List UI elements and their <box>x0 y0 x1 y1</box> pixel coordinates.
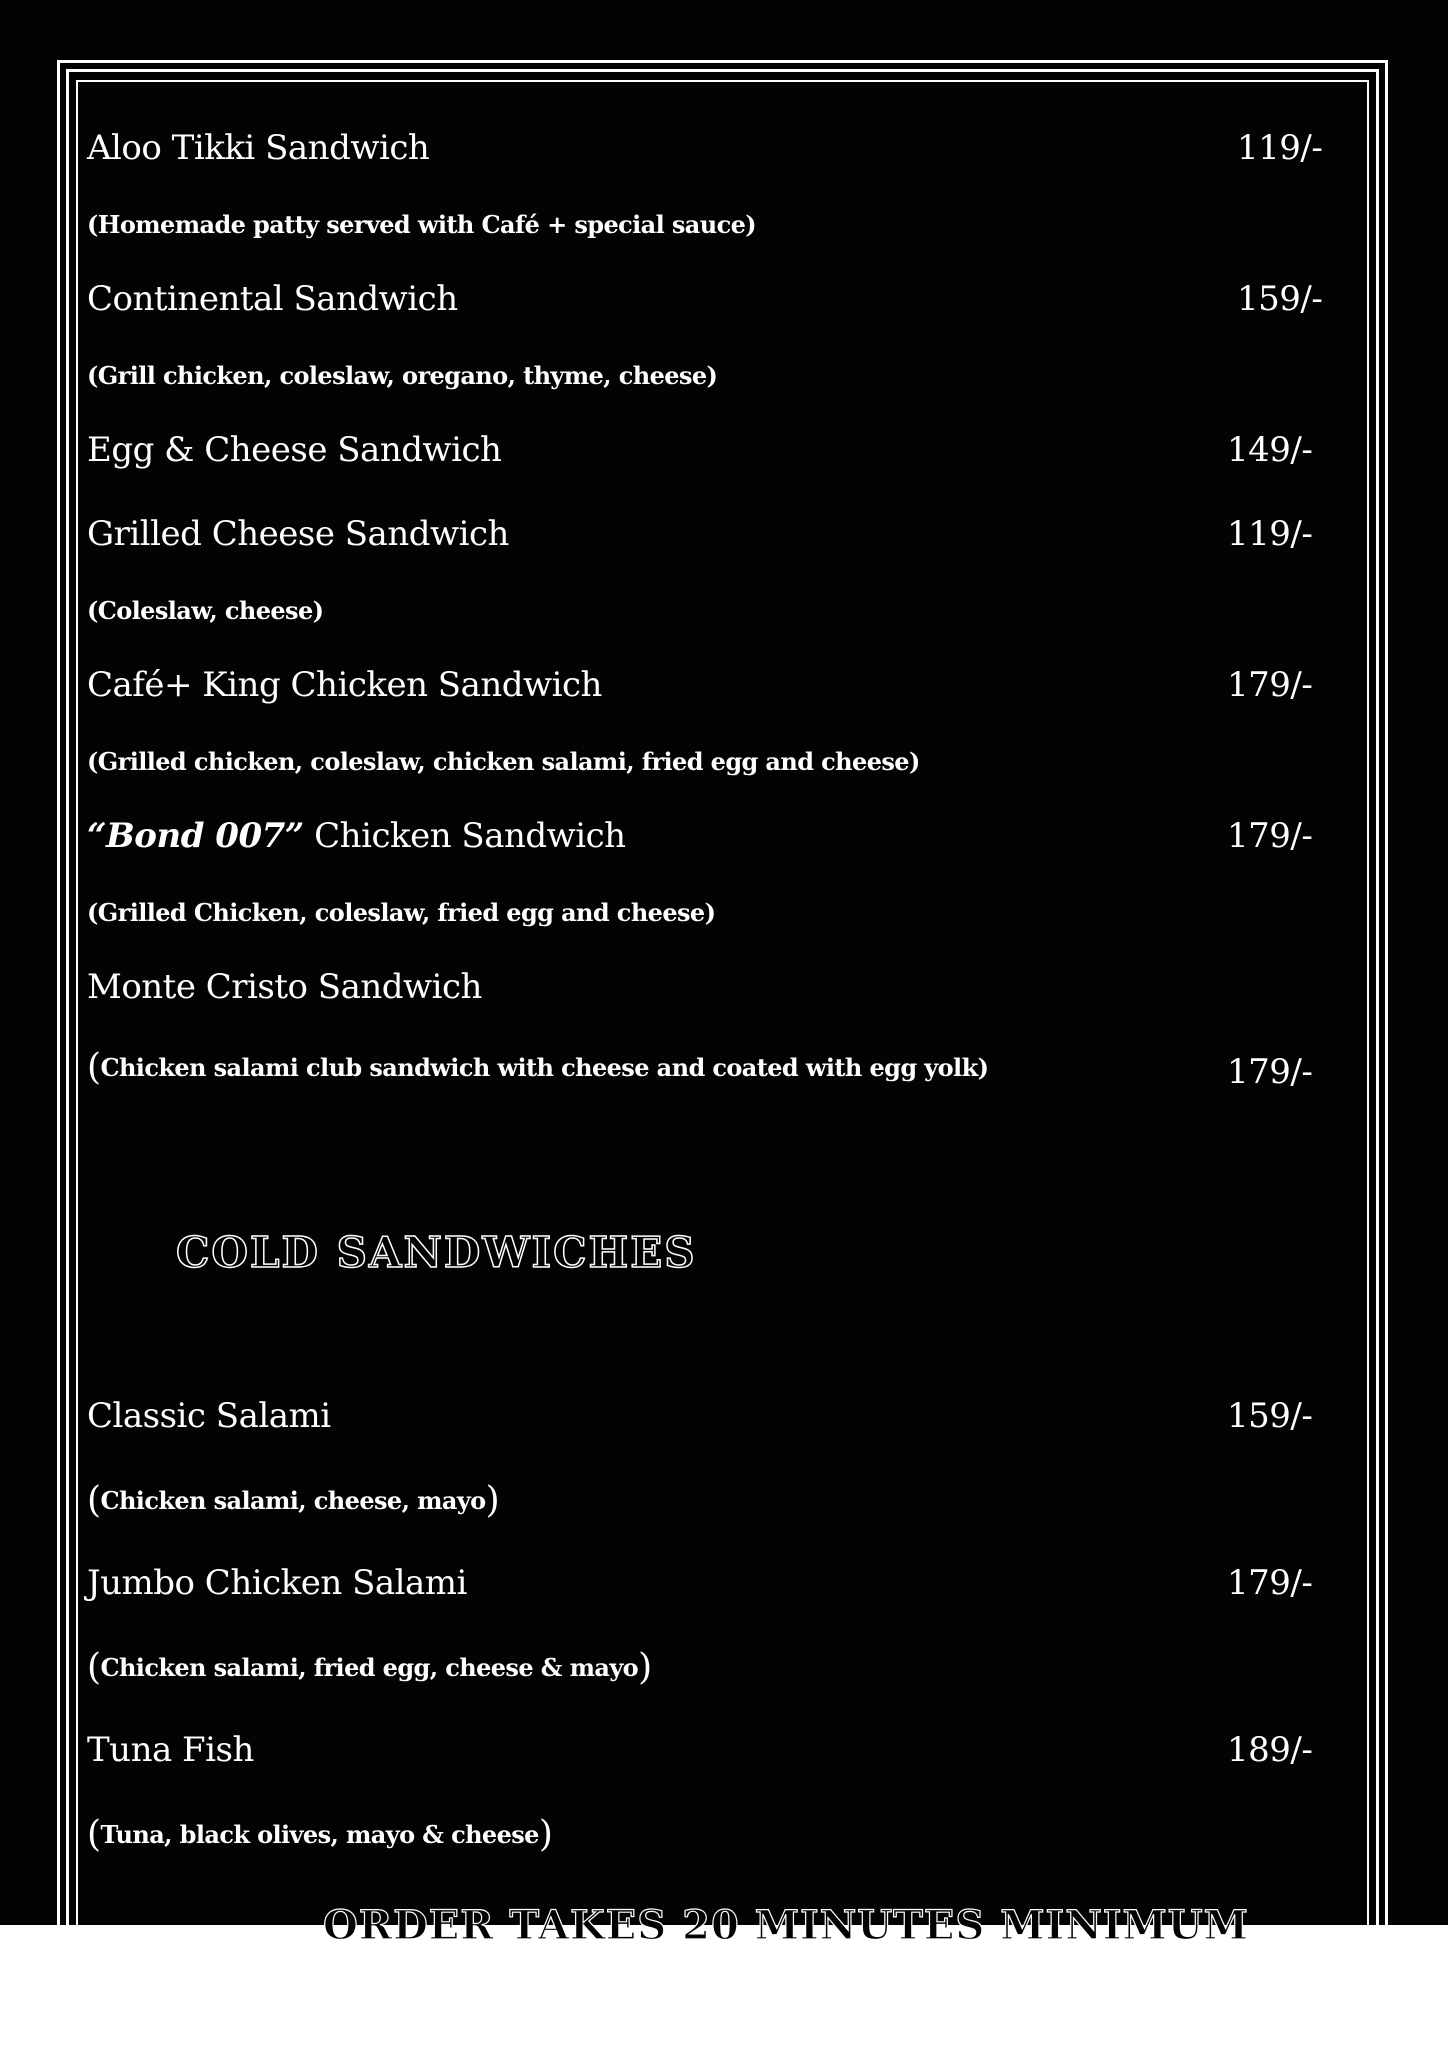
close-paren: ) <box>638 1647 652 1688</box>
menu-item-description: (Grill chicken, coleslaw, oregano, thyme, cheese) <box>87 361 718 390</box>
menu-item-name: Tuna Fish <box>87 1730 254 1770</box>
menu-item-name-emphasis: “Bond 007” <box>87 816 304 856</box>
menu-item-price: 119/- <box>1227 514 1313 554</box>
menu-item-name: Continental Sandwich <box>87 279 458 319</box>
open-paren: ( <box>87 1647 101 1688</box>
menu-item-name: Aloo Tikki Sandwich <box>87 128 430 168</box>
menu-item-name: Egg & Cheese Sandwich <box>87 430 502 470</box>
menu-item-price: 179/- <box>1227 816 1313 856</box>
menu-item-description: (Homemade patty served with Café + special sauce) <box>87 210 757 239</box>
menu-item-price: 149/- <box>1227 430 1313 470</box>
menu-item-name: Jumbo Chicken Salami <box>87 1563 467 1603</box>
menu-item-description: (Coleslaw, cheese) <box>87 596 324 625</box>
description-text: Chicken salami, fried egg, cheese & mayo <box>100 1653 639 1682</box>
menu-item-description <box>87 1480 500 1521</box>
description-text: Chicken salami club sandwich with cheese and coated with egg yolk) <box>100 1053 989 1082</box>
menu-item-price: 159/- <box>1237 279 1323 319</box>
menu-item-description: (Grilled chicken, coleslaw, chicken salami, fried egg and cheese) <box>87 747 920 776</box>
menu-item-price: 179/- <box>1227 1052 1313 1092</box>
menu-item-description <box>87 1647 652 1688</box>
footer-order-time-note: ORDER TAKES 20 MINUTES MINIMUM <box>323 1902 1249 1949</box>
menu-item-description <box>87 1814 553 1855</box>
menu-item-price: 189/- <box>1227 1730 1313 1770</box>
menu-item-description: (Grilled Chicken, coleslaw, fried egg and cheese) <box>87 898 716 927</box>
section-heading-cold-sandwiches: COLD SANDWICHES <box>176 1228 697 1277</box>
menu-item-price: 119/- <box>1237 128 1323 168</box>
open-paren: ( <box>87 1047 101 1088</box>
close-paren: ) <box>538 1814 553 1855</box>
menu-item-description <box>87 1047 989 1088</box>
menu-item-name-rest: Chicken Sandwich <box>303 816 626 856</box>
menu-item-name <box>87 816 626 856</box>
open-paren: ( <box>87 1814 101 1855</box>
description-text: Tuna, black olives, mayo & cheese <box>100 1820 539 1849</box>
description-text: Chicken salami, cheese, mayo <box>100 1486 486 1515</box>
menu-item-name: Monte Cristo Sandwich <box>87 967 482 1007</box>
menu-item-price: 159/- <box>1227 1396 1313 1436</box>
menu-item-name: Grilled Cheese Sandwich <box>87 514 509 554</box>
menu-item-price: 179/- <box>1227 1563 1313 1603</box>
open-paren: ( <box>87 1480 101 1521</box>
close-paren: ) <box>485 1480 500 1521</box>
menu-item-name: Classic Salami <box>87 1396 331 1436</box>
menu-item-price: 179/- <box>1227 665 1313 705</box>
menu-item-name: Café+ King Chicken Sandwich <box>87 665 602 705</box>
